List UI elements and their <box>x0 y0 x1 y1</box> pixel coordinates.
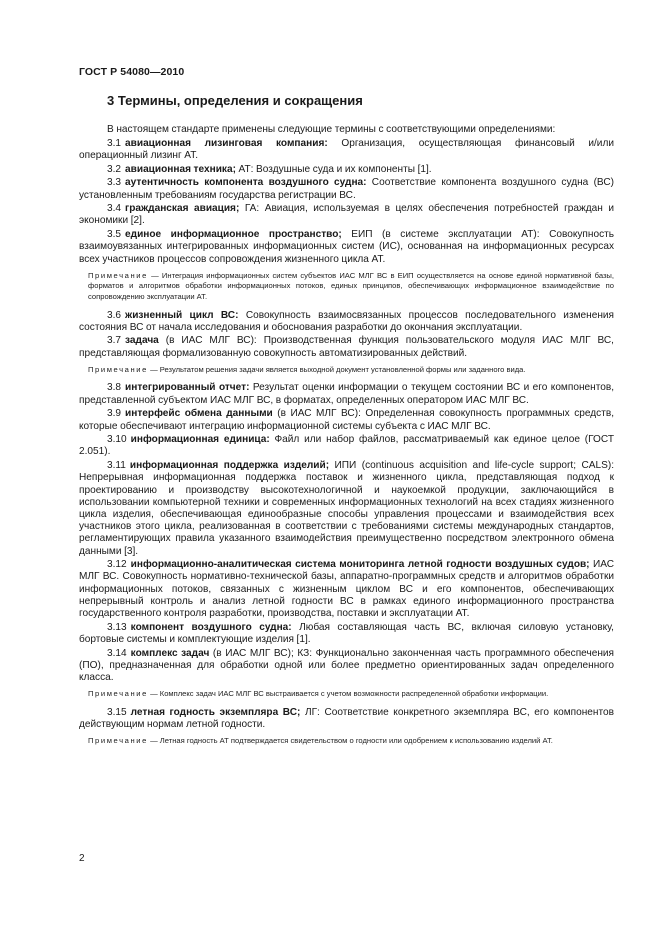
term-3-6: 3.6 жизненный цикл ВС: Совокупность взаимосвязанных процессов последовательного изменения состояния ВС от начала исследования и обоснования разработки до окончания эксплуатации. <box>79 309 614 333</box>
page-number: 2 <box>79 853 85 864</box>
term-3-10: 3.10 информационная единица: Файл или набор файлов, рассматриваемый как единое целое (ГОСТ 2.051). <box>79 434 614 458</box>
section-title: 3 Термины, определения и сокращения <box>107 93 363 108</box>
term-3-13: 3.13 компонент воздушного судна: Любая составляющая часть ВС, включая силовую установку, бортовые системы и комплектующие изделия [1]. <box>79 621 614 645</box>
note-3-7: Примечание — Результатом решения задачи является выходной документ установленной формы или заданного вида. <box>88 364 526 374</box>
document-body <box>79 124 614 754</box>
note-3-5: Примечание — Интеграция информационных систем субъектов ИАС МЛГ ВС в ЕИП осуществляется на основе единой нормативной базы, форматов и алгоритмов обработки информационных потоков, единых принципов, обеспечивающих информационное взаимодействие по сопровождению эксплуатации АТ. <box>88 270 614 301</box>
term-3-1: 3.1 авиационная лизинговая компания: Организация, осуществляющая финансовый и/или операционный лизинг АТ. <box>79 137 614 161</box>
intro-paragraph: В настоящем стандарте применены следующие термины с соответствующими определениями: <box>107 124 556 135</box>
term-3-9: 3.9 интерфейс обмена данными (в ИАС МЛГ ВС): Определенная совокупность программных средств, которые обеспечивают интеграцию информационной системы субъекта с ИАС МЛГ ВС. <box>79 408 614 432</box>
note-3-15: Примечание — Летная годность АТ подтверждается свидетельством о годности или одобрением к использованию изделий АТ. <box>88 736 553 746</box>
term-3-4: 3.4 гражданская авиация; ГА: Авиация, используемая в целях обеспечения потребностей граждан и экономики [2]. <box>79 203 614 227</box>
term-3-7: 3.7 задача (в ИАС МЛГ ВС): Производственная функция пользовательского модуля ИАС МЛГ ВС, представляющая формализованную совокупность автоматизированных действий. <box>79 335 614 359</box>
term-3-8: 3.8 интегрированный отчет: Результат оценки информации о текущем состоянии ВС и его компонентов, представленной субъектом ИАС МЛГ ВС, в форматах, определенных оператором ИАС МЛГ ВС. <box>79 382 615 406</box>
term-3-15: 3.15 летная годность экземпляра ВС; ЛГ: Соответствие конкретного экземпляра ВС, его компонентов действующим нормам летной годности. <box>79 706 614 731</box>
term-3-12: 3.12 информационно-аналитическая система мониторинга летной годности воздушных судов; ИАС МЛГ ВС. Совокупность нормативно-технической базы, аппаратно-программных средств и алгоритмов обработки информационных потоков, связанных с жизненным циклом ВС и его компонентов, обеспечивающих непрерывный контроль и анализ летной годности ВС в рамках единого информационного пространства государственного контроля разработки, производства, поставки и эксплуатации АТ. <box>79 559 614 620</box>
note-3-14: Примечание — Комплекс задач ИАС МЛГ ВС выстраивается с учетом возможности распределенной обработки информации. <box>88 689 549 699</box>
term-3-5: 3.5 единое информационное пространство; ЕИП (в системе эксплуатации АТ): Совокупность взаимоувязанных интегрированных информационных систем (ИС), основанная на информационных ресурсах всех участников процессов сопровождения жизненного цикла АТ. <box>79 229 615 265</box>
term-3-14: 3.14 комплекс задач (в ИАС МЛГ ВС); КЗ: Функционально законченная часть программного обеспечения (ПО), предназначенная для обработки одной или более предметно ориентированных задач определенного класса. <box>79 647 615 684</box>
document-header: ГОСТ Р 54080—2010 <box>79 66 185 78</box>
term-3-11: 3.11 информационная поддержка изделий; ИПИ (continuous acquisition and life-cycle support; CALS): Непрерывная информационная поддержка поставок и жизненного цикла, представляющая подход к проектированию и производству высокотехнологичной и наукоемкой продукции, заключающийся в использовании компьютерной техники и современных информационных технологий на всех стадиях жизненного цикла изделия, обеспечивающая единообразные способы управления процессами и взаимодействия всех участников этого цикла, реализованная в соответствии с требованиями системы международных стандартов, регламентирующих правила указанного взаимодействия преимущественно посредством электронного обмена данными [3]. <box>79 460 615 557</box>
term-3-2: 3.2 авиационная техника; АТ: Воздушные суда и их компоненты [1]. <box>107 163 432 175</box>
term-3-3: 3.3 аутентичность компонента воздушного судна: Соответствие компонента воздушного судна (ВС) установленным требованиям государства регистрации ВС. <box>79 177 614 201</box>
